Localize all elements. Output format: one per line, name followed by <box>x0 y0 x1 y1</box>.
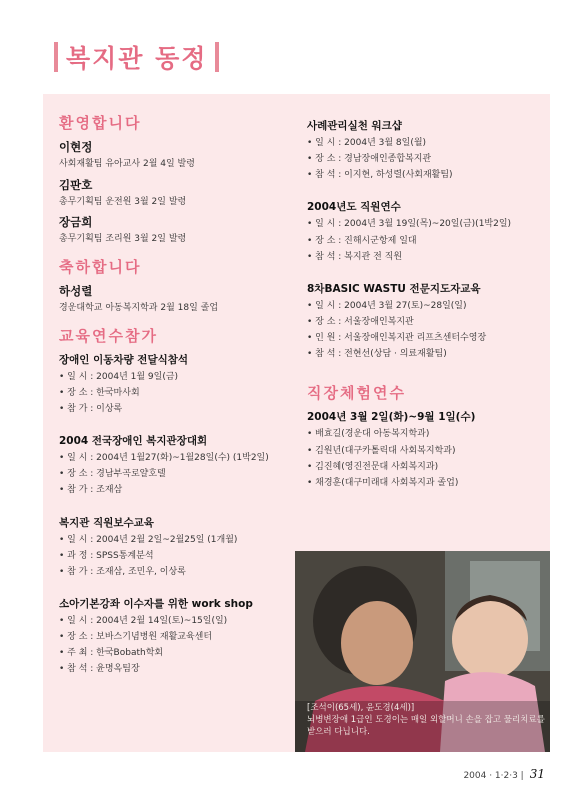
title-bar-left <box>54 42 58 72</box>
event-line: • 장 소 : 서울장애인복지관 <box>307 316 414 327</box>
event-line: • 참 석 : 전현선(상담 · 의료재활팀) <box>307 349 447 360</box>
person-name: 장금희 <box>59 215 93 230</box>
event-line: • 일 시 : 2004년 3월 27(토)~28일(일) <box>307 300 467 311</box>
event-line: • 참 가 : 조재삼, 조민우, 이상록 <box>59 566 186 577</box>
person-name: 김판호 <box>59 177 93 192</box>
event-title: 장애인 이동차량 전달식참석 <box>59 353 189 366</box>
event-title: 2004 전국장애인 복지관장대회 <box>59 435 208 448</box>
caption-names: [조석이(65세), 윤도경(4세)] <box>307 703 415 713</box>
page-title <box>54 40 219 74</box>
event-line: • 장 소 : 진해시군항제 일대 <box>307 235 417 246</box>
event-line: • 장 소 : 경남장애인종합복지관 <box>307 154 432 165</box>
event-line: • 주 최 : 한국Bobath학회 <box>59 648 164 659</box>
event-line: • 참 석 : 복지관 전 직원 <box>307 251 403 262</box>
right-column <box>307 112 547 489</box>
event-line: • 참 가 : 이상록 <box>59 404 123 415</box>
person-desc: 사회재활팀 유아교사 2월 4일 발령 <box>59 159 195 169</box>
congrats-heading: 축하합니다 <box>59 258 142 277</box>
event-line: • 참 석 : 윤명옥팀장 <box>59 664 140 675</box>
training-heading: 교육연수참가 <box>59 326 158 345</box>
event-line: • 장 소 : 보바스기념병원 재활교육센터 <box>59 632 213 643</box>
person-desc: 경운대학교 아동복지학과 2월 18일 졸업 <box>59 303 219 314</box>
person-name: 하성렬 <box>59 284 93 299</box>
caption-text: 뇌병변장애 1급인 도경이는 매일 외할머니 손을 잡고 물리치료를 받으러 다닙니다. <box>307 714 545 737</box>
person-name: 이현정 <box>59 140 93 154</box>
welcome-heading: 환영합니다 <box>59 114 142 132</box>
event-title: 8차BASIC WASTU 전문지도자교육 <box>307 282 481 295</box>
event-line: • 김진혜(영진전문대 사회복지과) <box>307 461 439 472</box>
event-line: • 일 시 : 2004년 3월 19일(목)~20일(금)(1박2일) <box>307 219 512 230</box>
page-footer <box>463 767 545 781</box>
event-line: • 참 가 : 조재삼 <box>59 485 123 496</box>
person-desc: 총무기획팀 조리원 3월 2일 발령 <box>59 234 187 245</box>
event-line: • 채경훈(대구미래대 사회복지과 졸업) <box>307 477 459 488</box>
person-desc: 총무기획팀 운전원 3월 2일 발령 <box>59 196 187 207</box>
event-line: • 참 석 : 이지현, 하성렬(사회재활팀) <box>307 170 453 181</box>
event-line: • 일 시 : 2004년 2월 2일~2월25일 (1개월) <box>59 534 238 545</box>
event-line: • 일 시 : 2004년 2월 14일(토)~15일(일) <box>59 616 228 627</box>
event-line: • 일 시 : 2004년 1월27(화)~1월28일(수) (1박2일) <box>59 453 269 464</box>
event-line: • 배효길(경운대 아동복지학과) <box>307 429 430 440</box>
internship-period: 2004년 3월 2일(화)~9월 1일(수) <box>307 411 476 424</box>
issue-label: 2004 · 1·2·3 | <box>463 771 524 781</box>
event-line: • 장 소 : 한국마사회 <box>59 387 140 398</box>
page-title-text: 복지관 동정 <box>66 44 208 73</box>
event-title: 2004년도 직원연수 <box>307 201 401 214</box>
event-line: • 일 시 : 2004년 3월 8일(월) <box>307 138 427 148</box>
event-line: • 장 소 : 경남부곡로얄호텔 <box>59 469 166 480</box>
photo-caption <box>307 703 545 739</box>
event-line: • 일 시 : 2004년 1월 9일(금) <box>59 371 179 382</box>
event-title: 사례관리실천 워크샵 <box>307 120 402 132</box>
event-line: • 김원년(대구카톨릭대 사회복지학과) <box>307 445 456 456</box>
left-column <box>59 112 289 676</box>
title-bar-right <box>215 42 219 72</box>
event-line: • 과 정 : SPSS통계분석 <box>59 550 154 561</box>
event-title: 복지관 직원보수교육 <box>59 516 154 529</box>
internship-heading: 직장체험연수 <box>307 384 406 403</box>
event-line: • 인 원 : 서울장애인복지관 리프츠센터수영장 <box>307 333 487 344</box>
photo-grandmother-child <box>295 551 550 752</box>
page-number: 31 <box>529 767 545 781</box>
event-title: 소아기본강좌 이수자를 위한 work shop <box>59 598 253 611</box>
